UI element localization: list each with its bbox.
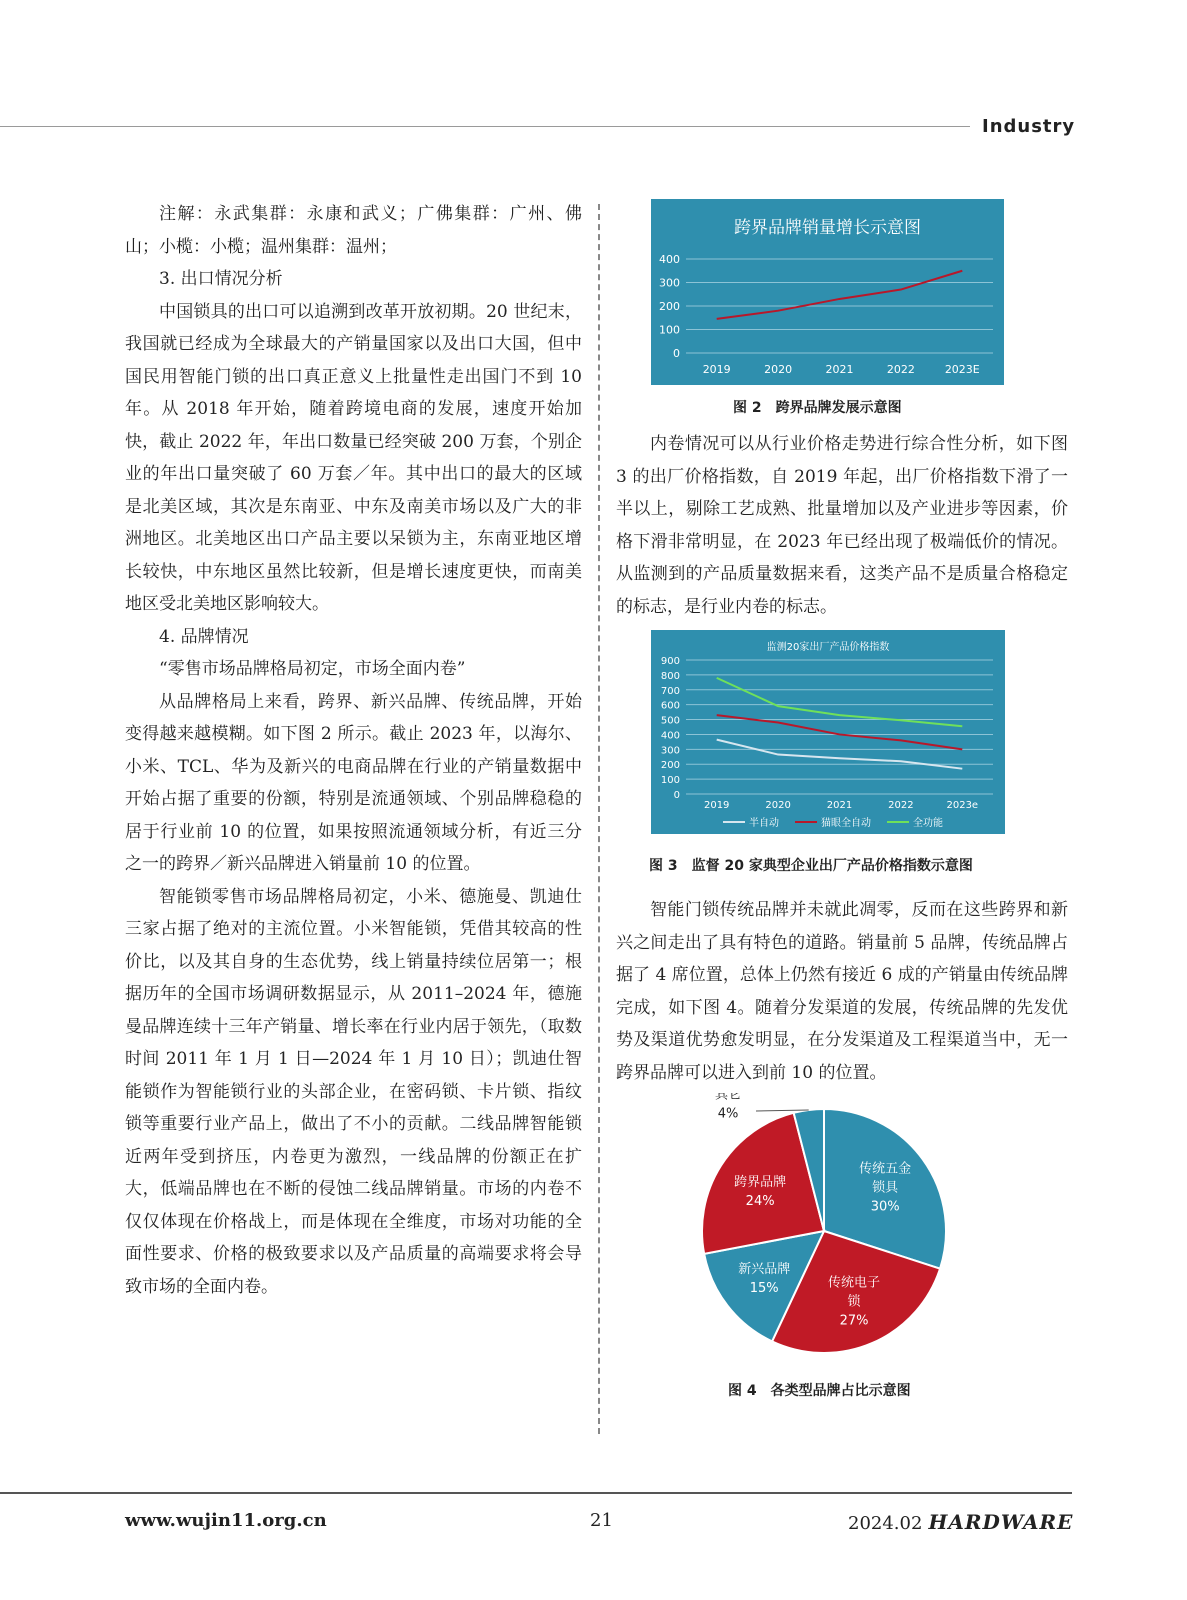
y-tick-label: 300 [659,276,680,290]
y-tick-label: 400 [659,253,680,266]
right-column-top [616,428,1068,623]
y-tick-label: 0 [673,790,680,801]
left-column [125,198,582,1303]
paragraph: 内卷情况可以从行业价格走势进行综合性分析，如下图 3 的出厂价格指数，自 2019 年起，出厂价格指数下滑了一半以上，剔除工艺成熟、批量增加以及产业进步等因素，价格下滑非常明显，在 2023 年已经出现了极端低价的情况。从监测到的产品质量数据来看，这类产品不是质量合格稳定的标志，是行业内卷的标志。 [616,434,1068,617]
y-tick-label: 800 [660,670,680,682]
pie-category-label: 锁具 [872,1180,899,1196]
pie-category-label: 跨界品牌 [734,1174,787,1190]
legend-label: 猫眼全自动 [821,818,871,829]
footer-url: www.wujin11.org.cn [125,1510,327,1531]
chart-title: 跨界品牌销量增长示意图 [734,218,921,238]
figure-2-chart [651,199,1004,385]
paragraph: 中国锁具的出口可以追溯到改革开放初期。20 世纪末，我国就已经成为全球最大的产销量国家以及出口大国，但中国民用智能门锁的出口真正意义上批量性走出国门不到 10 年。从 2018 年开始，随着跨境电商的发展，速度开始加快，截止 2022 年，年出口数量已经突破 200 万套，个别企业的年出口量突破了 60 万套／年。其中出口的最大的区域是北美区域，其次是东南亚、中东及南美市场以及广大的非洲地区。北美地区出口产品主要以呆锁为主，东南亚地区增长较快，中东地区虽然比较新，但是增长速度更快，而南美地区受北美地区影响较大。 [125,301,582,614]
x-tick-label: 2021 [826,800,853,811]
figure-3-caption: 图 3 监督 20 家典型企业出厂产品价格指数示意图 [649,858,973,874]
chart-title: 监测20家出厂产品价格指数 [766,642,890,653]
y-tick-label: 200 [659,300,680,313]
pie-category-label: 传统五金 [859,1161,912,1177]
x-tick-label: 2019 [702,363,731,376]
footer-issue [848,1510,1073,1534]
pie-category-label: 其它 [714,1093,742,1103]
pie-value-label: 4% [717,1106,739,1122]
y-tick-label: 500 [660,715,680,727]
y-tick-label: 600 [660,700,680,712]
section-tag: Industry [982,116,1076,137]
chart-svg [651,630,1005,834]
header-rule [0,126,970,127]
x-tick-label: 2023E [944,363,980,376]
page-number: 21 [590,1510,613,1531]
chart-svg [690,1093,970,1353]
x-tick-label: 2022 [886,363,915,376]
pie-category-label: 传统电子 [828,1275,881,1291]
series-line [717,271,963,319]
pie-value-label: 15% [749,1280,779,1296]
y-tick-label: 100 [659,323,680,337]
x-tick-label: 2020 [765,800,791,811]
x-tick-label: 2021 [825,363,854,376]
column-divider [598,204,600,1434]
paragraph: 从品牌格局上来看，跨界、新兴品牌、传统品牌，开始变得越来越模糊。如下图 2 所示。截止 2023 年，以海尔、小米、TCL、华为及新兴的电商品牌在行业的产销量数据中开始占据了重要的份额，特别是流通领域、个别品牌稳稳的居于行业前 10 的位置，如果按照流通领域分析，有近三分之一的跨界／新兴品牌进入销量前 10 的位置。 [125,691,582,874]
issue-date: 2024.02 [848,1513,923,1534]
y-tick-label: 700 [660,685,680,697]
y-tick-label: 900 [660,656,680,667]
x-tick-label: 2019 [703,800,730,811]
pie-value-label: 24% [745,1193,775,1209]
pie-value-label: 30% [870,1199,900,1215]
y-tick-label: 400 [660,730,680,742]
pie-category-label: 锁 [847,1294,861,1310]
quote: “零售市场品牌格局初定，市场全面内卷” [159,659,466,679]
figure-4-chart [690,1093,970,1353]
series-line [717,715,963,749]
figure-3-chart [651,630,1005,834]
magazine-brand: HARDWARE [928,1510,1074,1534]
figure-4-caption: 图 4 各类型品牌占比示意图 [728,1383,911,1399]
paragraph: 智能锁零售市场品牌格局初定，小米、德施曼、凯迪仕三家占据了绝对的主流位置。小米智能锁，凭借其较高的性价比，以及其自身的生态优势，线上销量持续位居第一；根据历年的全国市场调研数据显示，从 2011–2024 年，德施曼品牌连续十三年产销量、增长率在行业内居于领先，（取数时间 2011 年 1 月 1 日—2024 年 1 月 10 日）；凯迪仕智能锁作为智能锁行业的头部企业，在密码锁、卡片锁、指纹锁等重要行业产品上，做出了不小的贡献。二线品牌智能锁近两年受到挤压，内卷更为激烈，一线品牌的份额正在扩大，低端品牌也在不断的侵蚀二线品牌销量。市场的内卷不仅仅体现在价格战上，而是体现在全维度，市场对功能的全面性要求、价格的极致要求以及产品质量的高端要求将会导致市场的全面内卷。 [125,886,582,1297]
subheading-brand: 4. 品牌情况 [159,626,249,647]
x-tick-label: 2022 [888,800,914,811]
y-tick-label: 100 [660,775,680,787]
paragraph: 注解：永武集群：永康和武义；广佛集群：广州、佛山；小榄：小榄；温州集群：温州； [125,204,582,257]
x-tick-label: 2020 [764,363,793,376]
chart-svg [651,199,1004,385]
pie-value-label: 27% [839,1313,869,1329]
legend-label: 全功能 [913,818,943,829]
x-tick-label: 2023e [946,800,979,811]
y-tick-label: 0 [673,347,680,360]
y-tick-label: 200 [660,760,680,772]
figure-2-caption: 图 2 跨界品牌发展示意图 [733,400,902,416]
subheading-export: 3. 出口情况分析 [159,269,283,289]
footer-rule [0,1492,1072,1494]
y-tick-label: 300 [660,745,680,757]
right-column-bottom [616,894,1068,1089]
pie-category-label: 新兴品牌 [738,1261,791,1277]
paragraph: 智能门锁传统品牌并未就此凋零，反而在这些跨界和新兴之间走出了具有特色的道路。销量前 5 品牌，传统品牌占据了 4 席位置，总体上仍然有接近 6 成的产销量由传统品牌完成，如下图 4。随着分发渠道的发展，传统品牌的先发优势及渠道优势愈发明显，在分发渠道及工程渠道当中，无一跨界品牌可以进入到前 10 的位置。 [616,900,1068,1083]
legend-label: 半自动 [749,818,779,829]
